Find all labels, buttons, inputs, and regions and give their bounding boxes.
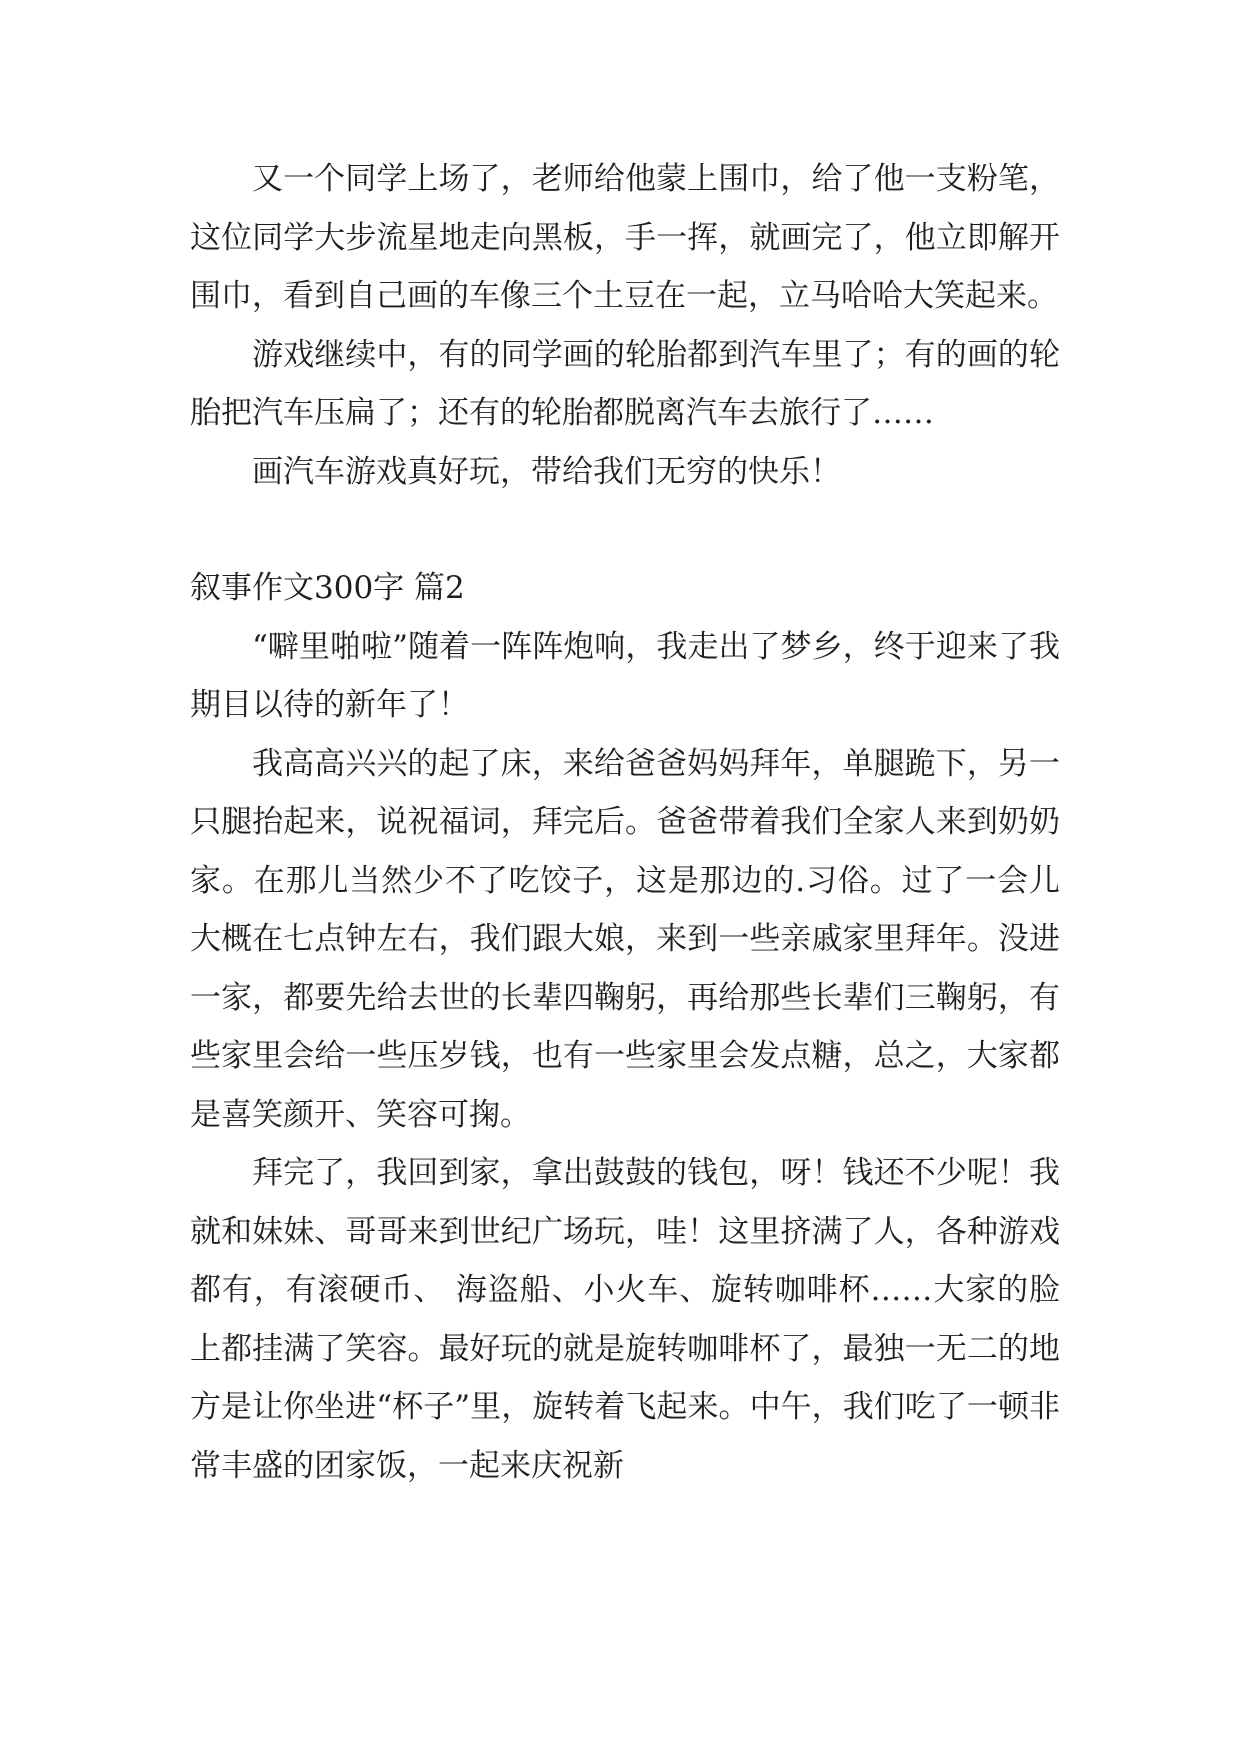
section-heading: 叙事作文300字 篇2: [190, 570, 465, 606]
paragraph: 画汽车游戏真好玩，带给我们无穷的快乐！: [252, 453, 841, 490]
paragraph: 游戏继续中，有的同学画的轮胎都到汽车里了；有的画的轮胎把汽车压扁了；还有的轮胎都脱离汽车去旅行了……: [190, 336, 1060, 431]
paragraph: 又一个同学上场了，老师给他蒙上围巾，给了他一支粉笔，这位同学大步流星地走向黑板，手一挥，就画完了，他立即解开围巾，看到自己画的车像三个土豆在一起，立马哈哈大笑起来。: [190, 161, 1060, 314]
paragraph: “噼里啪啦”随着一阵阵炮响，我走出了梦乡，终于迎来了我期目以待的新年了！: [190, 628, 1060, 723]
document-body: [190, 150, 1060, 1495]
paragraph: 我高高兴兴的起了床，来给爸爸妈妈拜年，单腿跪下，另一只腿抬起来，说祝福词，拜完后。爸爸带着我们全家人来到奶奶家。在那儿当然少不了吃饺子，这是那边的.习俗。过了一会儿大概在七点钟左右，我们跟大娘，来到一些亲戚家里拜年。没进一家，都要先给去世的长辈四鞠躬，再给那些长辈们三鞠躬，有些家里会给一些压岁钱，也有一些家里会发点糖，总之，大家都是喜笑颜开、笑容可掬。: [190, 745, 1060, 1133]
paragraph: 拜完了，我回到家，拿出鼓鼓的钱包，呀！钱还不少呢！我就和妹妹、哥哥来到世纪广场玩，哇！这里挤满了人，各种游戏都有，有滚硬币、 海盗船、小火车、旋转咖啡杯……大家的脸上都挂满了笑容。最好玩的就是旋转咖啡杯了，最独一无二的地方是让你坐进“杯子”里，旋转着飞起来。中午，我们吃了一顿非常丰盛的团家饭，一起来庆祝新: [190, 1155, 1060, 1484]
